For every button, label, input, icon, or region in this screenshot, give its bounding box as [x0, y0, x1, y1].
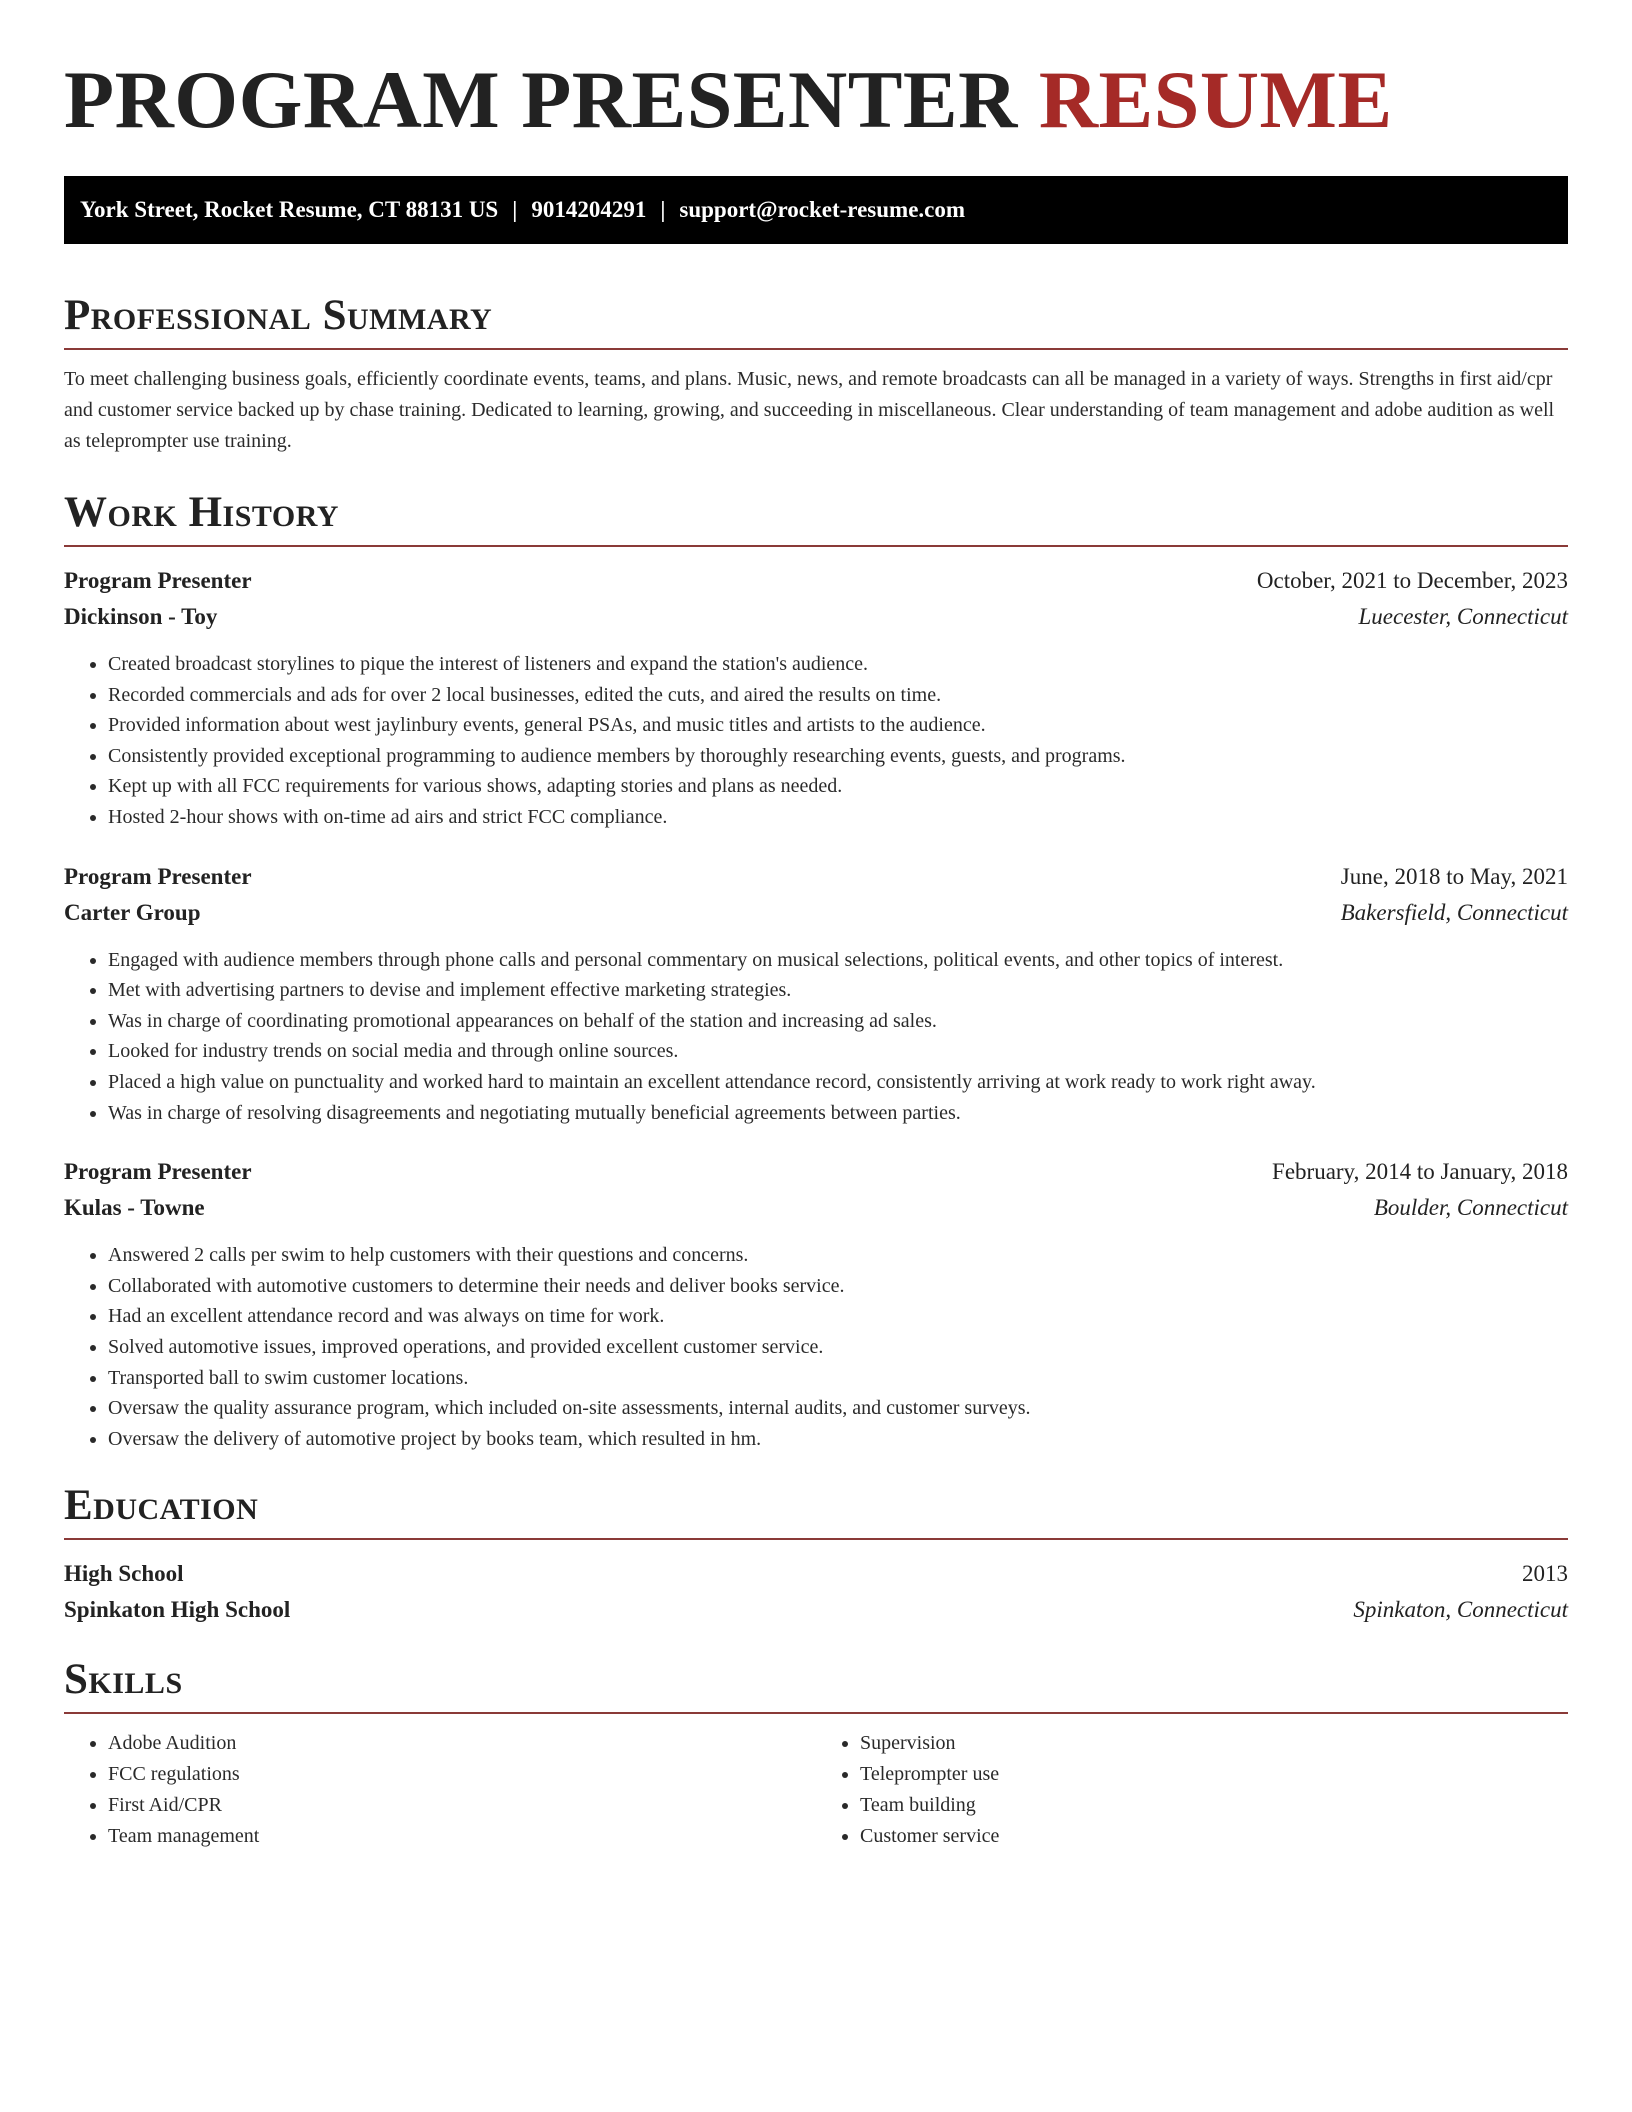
job-dates: October, 2021 to December, 2023	[1256, 568, 1568, 593]
job-location: Luecester, Connecticut	[1358, 604, 1568, 629]
job-company: Carter Group	[64, 899, 201, 925]
skill-item: • Team management	[108, 1821, 816, 1852]
job-bullets	[64, 945, 1568, 1129]
job-location: Boulder, Connecticut	[1373, 1195, 1568, 1221]
education-school: Spinkaton High School	[64, 1597, 291, 1623]
education-degree: High School	[64, 1561, 184, 1587]
skill-item: • FCC regulations	[108, 1759, 816, 1790]
education-header-row	[64, 1556, 1568, 1592]
contact-email: support@rocket-resume.com	[679, 197, 966, 222]
job-bullets	[64, 1240, 1568, 1454]
skill-item: • Supervision	[860, 1728, 1568, 1759]
skill-item: • Customer service	[860, 1821, 1568, 1852]
work-history-section	[64, 485, 1568, 1454]
summary-section	[64, 288, 1568, 457]
job-entry	[64, 859, 1568, 1129]
list-item: • Transported ball to swim customer locations.	[108, 1363, 1568, 1394]
list-item: • Recorded commercials and ads for over 2 local businesses, edited the cuts, and aired the results on time.	[108, 680, 1568, 711]
education-location: Spinkaton, Connecticut	[1353, 1597, 1568, 1623]
skill-item: • Teleprompter use	[860, 1759, 1568, 1790]
list-item: • Kept up with all FCC requirements for various shows, adapting stories and plans as needed.	[108, 771, 1568, 802]
work-history-heading: Work History	[64, 485, 1568, 547]
job-location: Bakersfield, Connecticut	[1340, 899, 1568, 925]
list-item: • Solved automotive issues, improved operations, and provided excellent customer service.	[108, 1332, 1568, 1363]
contact-bar	[64, 176, 1568, 244]
list-item: • Provided information about west jaylinbury events, general PSAs, and music titles and artists to the audience.	[108, 710, 1568, 741]
list-item: • Oversaw the quality assurance program, which included on-site assessments, internal audits, and customer surveys.	[108, 1393, 1568, 1424]
contact-address: York Street, Rocket Resume, CT 88131 US	[80, 197, 499, 222]
summary-heading: Professional Summary	[64, 288, 1568, 350]
job-company: Dickinson - Toy	[64, 604, 218, 629]
job-header-row	[64, 1154, 1568, 1190]
list-item: • Was in charge of coordinating promotional appearances on behalf of the station and increasing ad sales.	[108, 1006, 1568, 1037]
job-entry	[64, 1154, 1568, 1454]
job-title: Program Presenter	[64, 863, 252, 889]
job-title: Program Presenter	[64, 1159, 252, 1185]
job-dates: February, 2014 to January, 2018	[1272, 1159, 1568, 1185]
job-title: Program Presenter	[64, 568, 252, 593]
resume-title	[64, 0, 1568, 154]
skill-item: • Adobe Audition	[108, 1728, 816, 1759]
job-company: Kulas - Towne	[64, 1195, 205, 1221]
title-main: PROGRAM PRESENTER	[64, 54, 1018, 145]
job-entry	[64, 563, 1568, 833]
job-company-row	[64, 895, 1568, 931]
list-item: • Had an excellent attendance record and was always on time for work.	[108, 1301, 1568, 1332]
list-item: • Hosted 2-hour shows with on-time ad airs and strict FCC compliance.	[108, 802, 1568, 833]
contact-separator: |	[512, 197, 518, 222]
summary-text: To meet challenging business goals, efficiently coordinate events, teams, and plans. Music, news, and remote broadcasts can all be managed in a variety of ways. Strengths in first aid/cpr and customer service backed up by chase training. Dedicated to learning, growing, and succeeding in miscellaneous. Clear understanding of team management and adobe audition as well as teleprompter use training.	[64, 368, 1555, 452]
skills-list-right	[816, 1728, 1568, 1852]
job-bullets	[64, 649, 1568, 833]
job-header-row	[64, 859, 1568, 895]
skill-item: • First Aid/CPR	[108, 1790, 816, 1821]
list-item: • Consistently provided exceptional programming to audience members by thoroughly researching events, guests, and programs.	[108, 741, 1568, 772]
skills-grid	[64, 1728, 1568, 1852]
list-item: • Answered 2 calls per swim to help customers with their questions and concerns.	[108, 1240, 1568, 1271]
job-company-row	[64, 1190, 1568, 1226]
skills-list-left	[64, 1728, 816, 1852]
job-dates: June, 2018 to May, 2021	[1340, 863, 1568, 889]
title-accent: RESUME	[1038, 54, 1393, 145]
education-year: 2013	[1522, 1561, 1568, 1587]
list-item: • Placed a high value on punctuality and worked hard to maintain an excellent attendance record, consistently arriving at work ready to work right away.	[108, 1067, 1568, 1098]
contact-phone: 9014204291	[531, 197, 647, 222]
list-item: • Created broadcast storylines to pique the interest of listeners and expand the station's audience.	[108, 649, 1568, 680]
contact-separator: |	[660, 197, 666, 222]
education-entry	[64, 1556, 1568, 1628]
education-section	[64, 1478, 1568, 1628]
list-item: • Was in charge of resolving disagreements and negotiating mutually beneficial agreements between parties.	[108, 1098, 1568, 1129]
list-item: • Looked for industry trends on social media and through online sources.	[108, 1036, 1568, 1067]
skills-section	[64, 1652, 1568, 1852]
list-item: • Met with advertising partners to devise and implement effective marketing strategies.	[108, 975, 1568, 1006]
list-item: • Oversaw the delivery of automotive project by books team, which resulted in hm.	[108, 1424, 1568, 1455]
education-heading: Education	[64, 1478, 1568, 1540]
list-item: • Collaborated with automotive customers to determine their needs and deliver books service.	[108, 1271, 1568, 1302]
job-company-row	[64, 599, 1568, 635]
education-school-row	[64, 1592, 1568, 1628]
list-item: • Engaged with audience members through phone calls and personal commentary on musical selections, political events, and other topics of interest.	[108, 945, 1568, 976]
skills-heading: Skills	[64, 1652, 1568, 1714]
skill-item: • Team building	[860, 1790, 1568, 1821]
job-header-row	[64, 563, 1568, 599]
